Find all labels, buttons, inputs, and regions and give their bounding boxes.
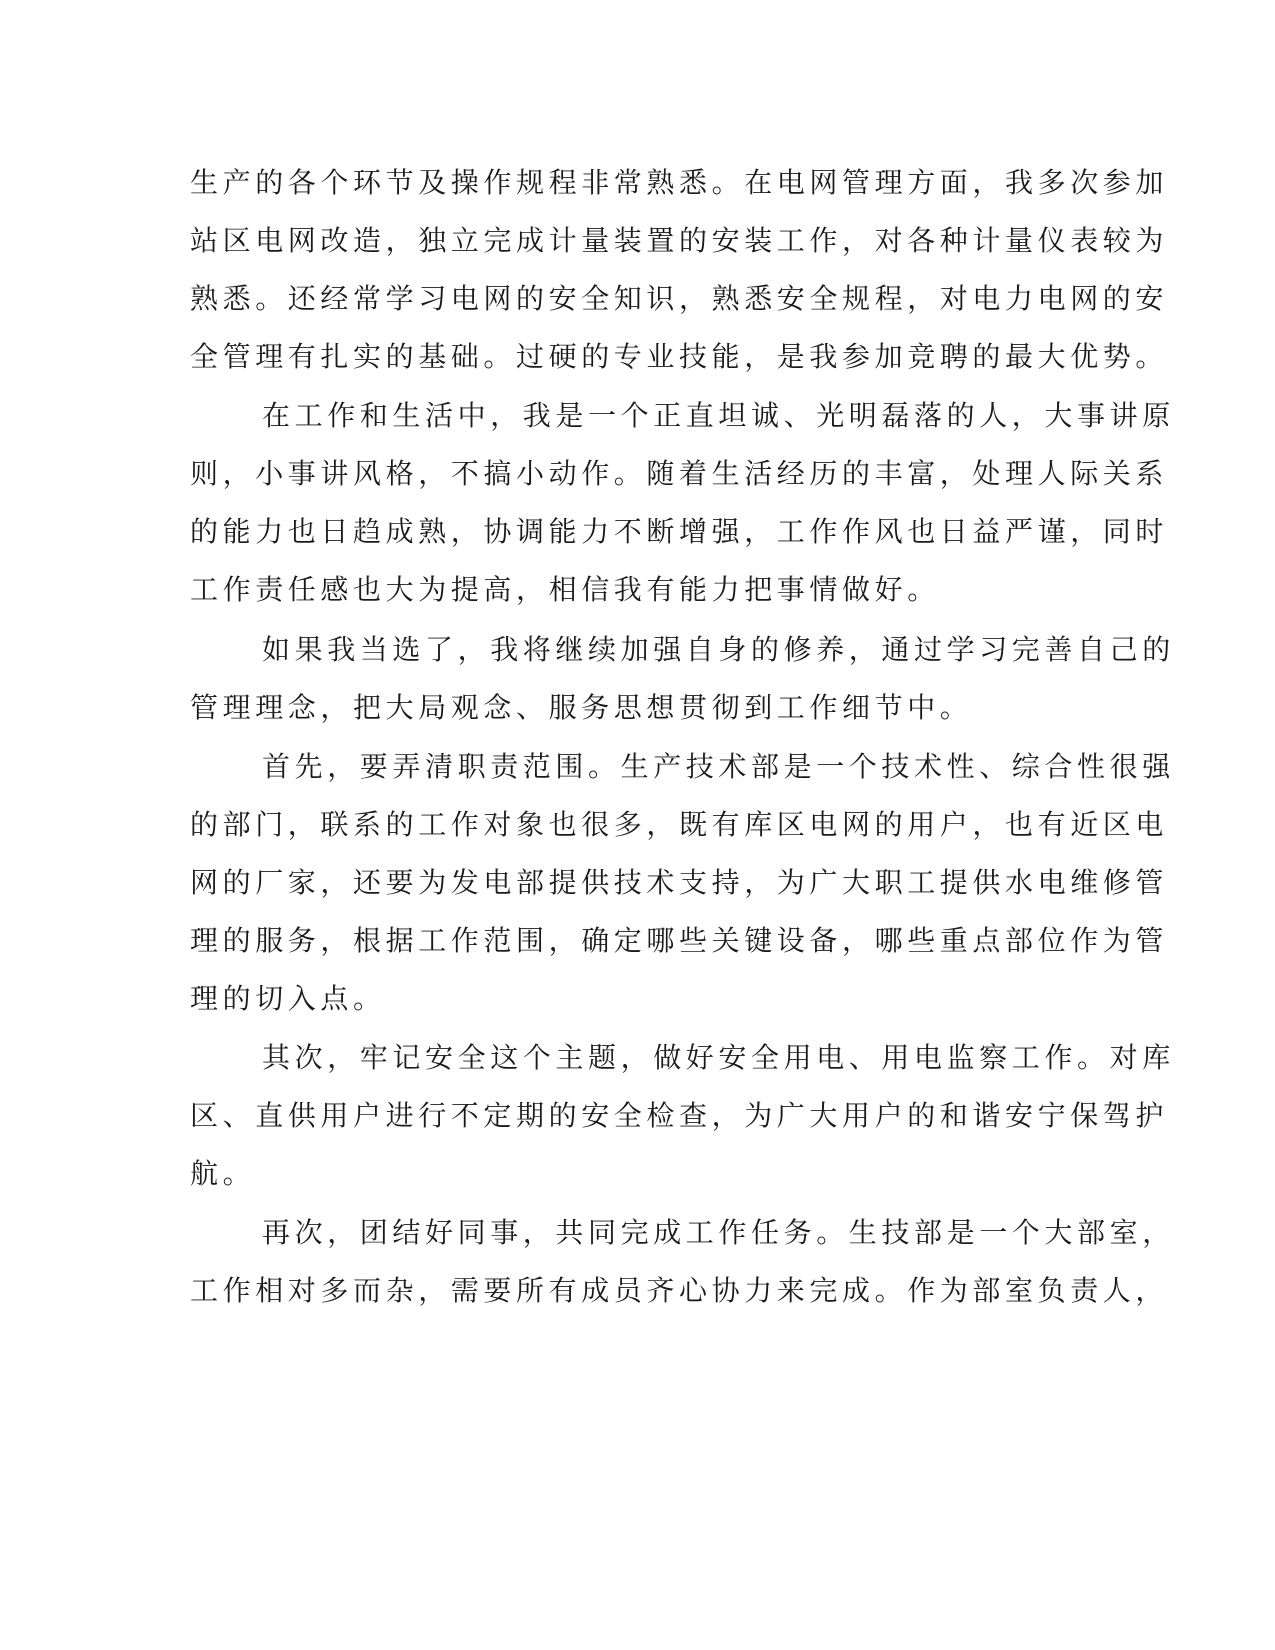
text-line: 区、直供用户进行不定期的安全检查，为广大用户的和谐安宁保驾护 bbox=[190, 1099, 1169, 1132]
text-line: 则，小事讲风格，不搞小动作。随着生活经历的丰富，处理人际关系 bbox=[190, 457, 1169, 490]
text-line: 在工作和生活中，我是一个正直坦诚、光明磊落的人，大事讲原 bbox=[262, 399, 1175, 432]
text-line: 如果我当选了，我将继续加强自身的修养，通过学习完善自己的 bbox=[262, 633, 1175, 666]
text-line: 其次，牢记安全这个主题，做好安全用电、用电监察工作。对库 bbox=[262, 1041, 1175, 1074]
text-line: 首先，要弄清职责范围。生产技术部是一个技术性、综合性很强 bbox=[262, 750, 1175, 783]
text-line: 站区电网改造，独立完成计量装置的安装工作，对各种计量仪表较为 bbox=[190, 224, 1169, 257]
text-line: 的部门，联系的工作对象也很多，既有库区电网的用户，也有近区电 bbox=[190, 808, 1169, 841]
text-line: 工作相对多而杂，需要所有成员齐心协力来完成。作为部室负责人， bbox=[190, 1274, 1169, 1307]
text-line: 全管理有扎实的基础。过硬的专业技能，是我参加竞聘的最大优势。 bbox=[190, 340, 1169, 373]
text-line: 理的服务，根据工作范围，确定哪些关键设备，哪些重点部位作为管 bbox=[190, 924, 1169, 957]
text-line: 工作责任感也大为提高，相信我有能力把事情做好。 bbox=[190, 573, 940, 606]
text-line: 再次，团结好同事，共同完成工作任务。生技部是一个大部室， bbox=[262, 1216, 1175, 1249]
text-line: 的能力也日趋成熟，协调能力不断增强，工作作风也日益严谨，同时 bbox=[190, 515, 1169, 548]
text-line: 理的切入点。 bbox=[190, 982, 386, 1015]
text-line: 生产的各个环节及操作规程非常熟悉。在电网管理方面，我多次参加 bbox=[190, 166, 1169, 199]
text-line: 管理理念，把大局观念、服务思想贯彻到工作细节中。 bbox=[190, 691, 973, 724]
text-line: 网的厂家，还要为发电部提供技术支持，为广大职工提供水电维修管 bbox=[190, 866, 1169, 899]
text-line: 熟悉。还经常学习电网的安全知识，熟悉安全规程，对电力电网的安 bbox=[190, 282, 1169, 315]
text-line: 航。 bbox=[190, 1157, 256, 1190]
